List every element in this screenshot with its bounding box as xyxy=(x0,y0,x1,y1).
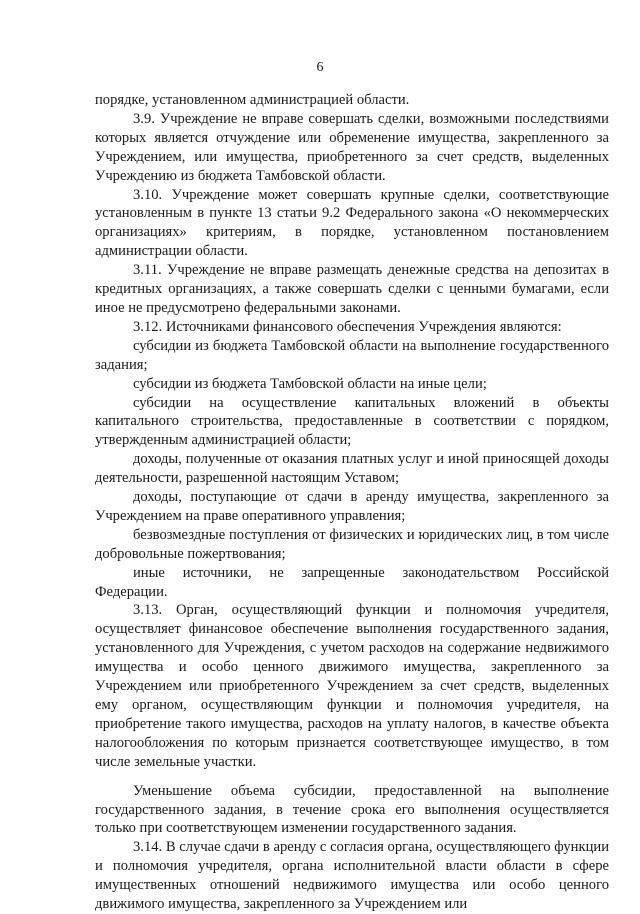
paragraph-3-9: 3.9. Учреждение не вправе совершать сделки, возможными последствиями которых является отчуждение или обременение имущества, закрепленного за Учреждением, или имущества, приобретенного за счет средств, выделенных Учреждению из бюджета Тамбовской области. xyxy=(95,110,609,184)
funding-source-item: доходы, поступающие от сдачи в аренду имущества, закрепленного за Учреждением на праве оперативного управления; xyxy=(95,489,609,524)
funding-source-item: субсидии из бюджета Тамбовской области на иные цели; xyxy=(133,375,487,392)
paragraph-3-11: 3.11. Учреждение не вправе размещать денежные средства на депозитах в кредитных организациях, а также совершать сделки с ценными бумагами, если иное не предусмотрено федеральными законами. xyxy=(95,262,609,316)
funding-source-item: безвозмездные поступления от физических и юридических лиц, в том числе добровольные пожертвования; xyxy=(95,526,609,562)
paragraph-3-12: 3.12. Источниками финансового обеспечения Учреждения являются: xyxy=(133,318,562,335)
funding-source-item: субсидии из бюджета Тамбовской области на выполнение государственного задания; xyxy=(95,337,609,373)
document-body xyxy=(95,91,609,914)
paragraph-3-10: 3.10. Учреждение может совершать крупные сделки, соответствующие установленным в пункте 13 статьи 9.2 Федерального закона «О некоммерческих организациях» критериям, в порядке, установленном постановлением администрации области. xyxy=(95,186,609,260)
funding-source-item: доходы, полученные от оказания платных услуг и иной приносящей доходы деятельности, разрешенной настоящим Уставом; xyxy=(95,451,609,487)
paragraph-3-13: 3.13. Орган, осуществляющий функции и полномочия учредителя, осуществляет финансовое обеспечение выполнения государственного задания, установленного для Учреждения, с учетом расходов на содержание недвижимого имущества и особо ценного движимого имущества, закрепленного за Учреждением или приобретенного Учреждением за счет средств, выделенных ему органом, осуществляющим функции и полномочия учредителя, на приобретение такого имущества, расходов на уплату налогов, в качестве объекта налогообложения по которым признается соответствующее имущество, в том числе земельные участки. xyxy=(95,602,609,770)
paragraph-3-14: 3.14. В случае сдачи в аренду с согласия органа, осуществляющего функции и полномочия учредителя, органа исполнительной власти области в сфере имущественных отношений недвижимого имущества или особо ценного движимого имущества, закрепленного за Учреждением или xyxy=(95,839,609,913)
paragraph-subsidy-reduction: Уменьшение объема субсидии, предоставленной на выполнение государственного задания, в течение срока его выполнения осуществляется только при соответствующем изменении государственного задания. xyxy=(95,782,609,837)
paragraph-continuation: порядке, установленном администрацией области. xyxy=(95,92,410,108)
funding-source-item: субсидии на осуществление капитальных вложений в объекты капитального строительства, предоставленные в соответствии с порядком, утвержденным администрацией области; xyxy=(95,394,609,449)
page-number: 6 xyxy=(316,60,324,75)
funding-source-item: иные источники, не запрещенные законодательством Российской Федерации. xyxy=(95,564,609,600)
